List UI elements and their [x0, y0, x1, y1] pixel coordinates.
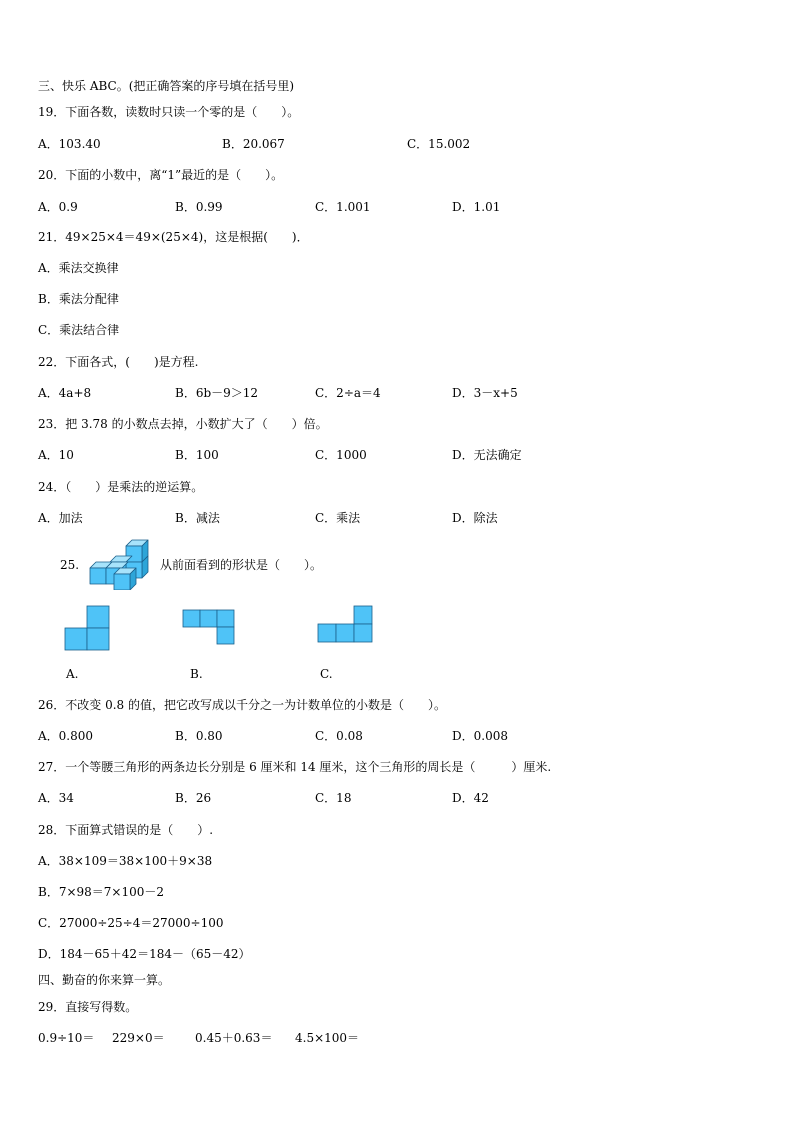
q23-option-d: D．无法确定	[452, 448, 522, 462]
q25-option-a-label: A.	[66, 667, 79, 681]
q22-option-c: C．2÷a＝4	[315, 386, 381, 400]
cube-front-right	[114, 568, 136, 590]
q28-option-c: C．27000÷25÷4＝27000÷100	[38, 916, 224, 930]
q23-option-a: A．10	[38, 448, 74, 462]
q29-stem: 29．直接写得数。	[38, 1000, 138, 1014]
q26-option-d: D．0.008	[452, 729, 508, 743]
q26-option-a: A．0.800	[38, 729, 94, 743]
q24-stem: 24．（ ）是乘法的逆运算。	[38, 480, 204, 494]
q26-stem: 26．不改变 0.8 的值，把它改写成以千分之一为计数单位的小数是（ ）。	[38, 698, 446, 712]
q29-item-3: 0.45＋0.63＝	[195, 1031, 273, 1045]
q21-option-b: B．乘法分配律	[38, 292, 119, 306]
q20-option-c: C．1.001	[315, 200, 371, 214]
q27-option-a: A．34	[38, 791, 74, 805]
q29-item-1: 0.9÷10＝	[38, 1031, 95, 1045]
q25-option-c-figure	[317, 605, 374, 645]
q25-option-c-label: C.	[320, 667, 333, 681]
q24-option-b: B．减法	[175, 511, 220, 525]
q24-option-c: C．乘法	[315, 511, 361, 525]
q23-option-b: B．100	[175, 448, 219, 462]
q29-item-2: 229×0＝	[112, 1031, 165, 1045]
q26-option-c: C．0.08	[315, 729, 363, 743]
q25-stem: 从前面看到的形状是（ ）。	[160, 558, 323, 572]
q28-option-b: B．7×98＝7×100－2	[38, 885, 165, 899]
q19-option-a: A．103.40	[38, 137, 101, 151]
q20-option-b: B．0.99	[175, 200, 223, 214]
q28-option-d: D．184－65＋42＝184－（65－42）	[38, 947, 251, 961]
q26-option-b: B．0.80	[175, 729, 223, 743]
q27-option-c: C．18	[315, 791, 352, 805]
q21-option-a: A．乘法交换律	[38, 261, 119, 275]
q21-stem: 21．49×25×4＝49×(25×4)，这是根据( )．	[38, 230, 309, 244]
q20-stem: 20．下面的小数中，离“1”最近的是（ ）。	[38, 168, 284, 182]
q22-option-d: D．3－x+5	[452, 386, 518, 400]
q25-option-a-figure	[64, 605, 110, 651]
q24-option-d: D．除法	[452, 511, 498, 525]
q29-item-4: 4.5×100＝	[295, 1031, 360, 1045]
section-3-heading: 三、快乐 ABC。(把正确答案的序号填在括号里)	[38, 79, 295, 93]
section-4-heading: 四、勤奋的你来算一算。	[38, 973, 171, 987]
q24-option-a: A．加法	[38, 511, 83, 525]
q22-option-b: B．6b－9＞12	[175, 386, 259, 400]
q25-cube-stack-figure	[86, 538, 156, 590]
q23-option-c: C．1000	[315, 448, 367, 462]
q28-option-a: A．38×109＝38×100＋9×38	[38, 854, 213, 868]
q25-option-b-label: B.	[190, 667, 203, 681]
q25-option-b-figure	[182, 609, 236, 647]
q28-stem: 28．下面算式错误的是（ ）.	[38, 823, 214, 837]
q19-option-b: B．20.067	[222, 137, 285, 151]
q20-option-a: A．0.9	[38, 200, 78, 214]
q23-stem: 23．把 3.78 的小数点去掉，小数扩大了（ ）倍。	[38, 417, 328, 431]
q19-option-c: C．15.002	[407, 137, 471, 151]
q19-stem: 19．下面各数，读数时只读一个零的是（ ）。	[38, 105, 300, 119]
q27-option-d: D．42	[452, 791, 489, 805]
q27-option-b: B．26	[175, 791, 212, 805]
q25-number: 25.	[60, 558, 80, 572]
q20-option-d: D．1.01	[452, 200, 501, 214]
q22-stem: 22．下面各式，( )是方程.	[38, 355, 199, 369]
q22-option-a: A．4a+8	[38, 386, 92, 400]
q21-option-c: C．乘法结合律	[38, 323, 120, 337]
q27-stem: 27．一个等腰三角形的两条边长分别是 6 厘米和 14 厘米，这个三角形的周长是（ ）厘米.	[38, 760, 552, 774]
